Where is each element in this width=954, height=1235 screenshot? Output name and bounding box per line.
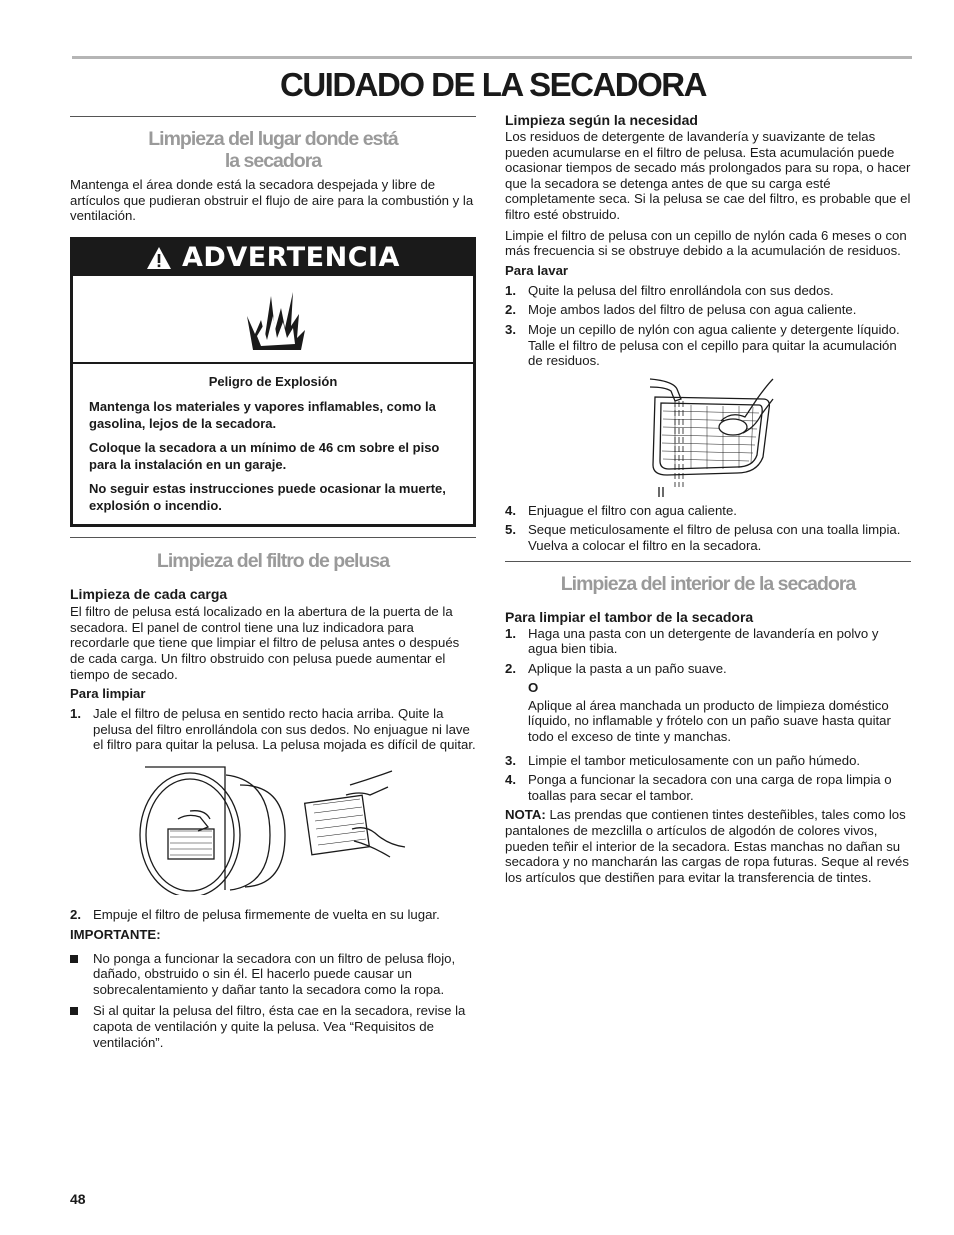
as-needed-text-2: Limpie el filtro de pelusa con un cepillo de nylón cada 6 meses o con más frecuencia si se obstruye debido a la acumulación de residuos. [505, 227, 907, 259]
step-number: 1. [70, 706, 81, 722]
heading-line-2: la secadora [224, 150, 322, 172]
step-number: 2. [505, 302, 516, 318]
to-clean-label: Para limpiar [70, 686, 146, 702]
or-block [505, 680, 911, 744]
warning-header [73, 240, 473, 276]
section-heading-lint: Limpieza del filtro de pelusa [156, 550, 390, 573]
interior-steps-1 [505, 626, 911, 677]
wash-steps-2 [505, 503, 911, 554]
step-text: Moje ambos lados del filtro de pelusa con agua caliente. [528, 302, 857, 318]
list-item [505, 503, 911, 519]
wash-steps-1 [505, 283, 911, 369]
list-item [70, 951, 476, 998]
step-text: Seque meticulosamente el filtro de pelusa con una toalla limpia. Vuelva a colocar el filtro en la secadora. [528, 522, 901, 553]
list-item [505, 522, 911, 553]
or-label: O [528, 680, 539, 696]
bullet-text: No ponga a funcionar la secadora con un filtro de pelusa flojo, dañado, obstruido o sin él. El hacerlo puede causar un sobrecalentamiento y dañar tanto la secadora como la ropa. [93, 950, 456, 997]
warning-line: Mantenga los materiales y vapores inflamables, como la gasolina, lejos de la secadora. [89, 399, 436, 431]
step-number: 1. [505, 625, 516, 641]
list-item [505, 283, 911, 299]
note-text: Las prendas que contienen tintes desteñibles, tales como los pantalones de mezclilla o artículos de algodón de colores vivos, pueden teñir el interior de la secadora. Estas manchas no dañan su secadora y no mancharán las cargas de ropa futuras. Seque al revés los artículos que destiñen para evitar la transferencia de tintes. [505, 807, 909, 885]
step-text: Moje un cepillo de nylón con agua caliente y detergente líquido. Talle el filtro de pelusa con el cepillo para quitar la acumulación de residuos. [528, 321, 900, 369]
lint-steps-1 [70, 706, 476, 753]
warning-body [73, 364, 473, 525]
list-item [70, 706, 476, 753]
section-rule [505, 561, 911, 562]
section-rule [70, 116, 476, 117]
list-item [505, 302, 911, 318]
step-number: 5. [505, 522, 516, 538]
step-text: Enjuague el filtro con agua caliente. [528, 502, 737, 518]
interior-steps-2 [505, 753, 911, 804]
as-needed-heading: Limpieza según la necesidad [505, 112, 698, 128]
step-number: 3. [505, 752, 516, 768]
bullet-text: Si al quitar la pelusa del filtro, ésta cae en la secadora, revise la capota de ventilación y quite la pelusa. Vea “Requisitos de ventilación”. [93, 1003, 466, 1050]
warning-subtitle: Peligro de Explosión [208, 373, 338, 389]
location-text: Mantenga el área donde está la secadora despejada y libre de artículos que pudieran obstruir el flujo de aire para la combustión y la ventilación. [70, 177, 474, 224]
warning-line: No seguir estas instrucciones puede ocasionar la muerte, explosión o incendio. [89, 481, 446, 513]
step-text: Quite la pelusa del filtro enrollándola con sus dedos. [528, 282, 834, 298]
list-item [70, 907, 476, 923]
list-item [505, 772, 911, 803]
left-column [70, 116, 476, 1056]
wash-label: Para lavar [505, 262, 569, 278]
important-list [70, 951, 476, 1051]
each-load-heading: Limpieza de cada carga [70, 586, 228, 603]
list-item [505, 753, 911, 769]
step-text: Empuje el filtro de pelusa firmemente de vuelta en su lugar. [93, 907, 440, 923]
step-number: 3. [505, 321, 516, 337]
warning-line: Coloque la secadora a un mínimo de 46 cm sobre el piso para la instalación en un garaje. [89, 440, 440, 472]
step-number: 4. [505, 772, 516, 788]
top-rule [72, 56, 912, 59]
page-number: 48 [70, 1191, 86, 1207]
section-heading-interior: Limpieza del interior de la secadora [560, 572, 856, 595]
bullet-square-icon [70, 955, 78, 963]
step-text: Jale el filtro de pelusa en sentido recto hacia arriba. Quite la pelusa del filtro enrollándola con sus dedos. No enjuague ni lave el filtro para quitar la pelusa. La pelusa mojada es difícil de quitar. [93, 706, 476, 753]
step-text: Ponga a funcionar la secadora con una carga de ropa limpia o toallas para secar el tambor. [528, 772, 892, 803]
filter-washing-illustration [505, 377, 911, 497]
note-label: NOTA: [505, 807, 546, 823]
bullet-square-icon [70, 1007, 78, 1015]
explosion-symbol [73, 276, 473, 364]
step-text: Limpie el tambor meticulosamente con un paño húmedo. [528, 752, 861, 768]
step-number: 2. [505, 660, 516, 676]
as-needed-text-1: Los residuos de detergente de lavandería y suavizante de telas pueden acumularse en el filtro de pelusa. Esta acumulación puede ocasionar tiempos de secado más prolongados para su ropa, o hacer que la secadora se detenga antes de que su carga esté completamente seca. Si la pelusa se cae del filtro, es probable que el filtro esté obstruido. [505, 129, 911, 222]
section-rule [70, 537, 476, 538]
drum-heading: Para limpiar el tambor de la secadora [505, 608, 754, 625]
explosion-icon [241, 286, 311, 352]
or-text: Aplique al área manchada un producto de limpieza doméstico líquido, no inflamable y frótelo con un paño suave hasta quitar todo el exceso de tinte y manchas. [528, 697, 891, 745]
list-item [505, 626, 911, 657]
warning-triangle-icon [146, 246, 172, 270]
dryer-lint-filter-illustration [70, 765, 476, 895]
important-label: IMPORTANTE: [70, 926, 161, 942]
warning-title: ADVERTENCIA [182, 241, 400, 273]
note-paragraph [505, 807, 911, 885]
heading-line-1: Limpieza del lugar donde está [148, 128, 398, 150]
step-number: 4. [505, 502, 516, 518]
each-load-text: El filtro de pelusa está localizado en la abertura de la puerta de la secadora. El panel de control tiene una luz indicadora para recordarle que tiene que limpiar el filtro de pelusa antes o después de cada carga. Un filtro obstruido con pelusa puede aumentar el tiempo de secado. [70, 604, 460, 682]
step-number: 2. [70, 907, 81, 923]
lint-steps-2 [70, 907, 476, 923]
step-text: Haga una pasta con un detergente de lavandería en polvo y agua bien tibia. [528, 625, 879, 657]
list-item [505, 661, 911, 677]
step-number: 1. [505, 282, 516, 298]
right-column [505, 112, 911, 885]
warning-box [70, 237, 476, 528]
section-heading-location [70, 128, 476, 172]
list-item [70, 1003, 476, 1050]
list-item [505, 322, 911, 369]
page-title: CUIDADO DE LA SECADORA [280, 66, 706, 103]
step-text: Aplique la pasta a un paño suave. [528, 660, 727, 676]
